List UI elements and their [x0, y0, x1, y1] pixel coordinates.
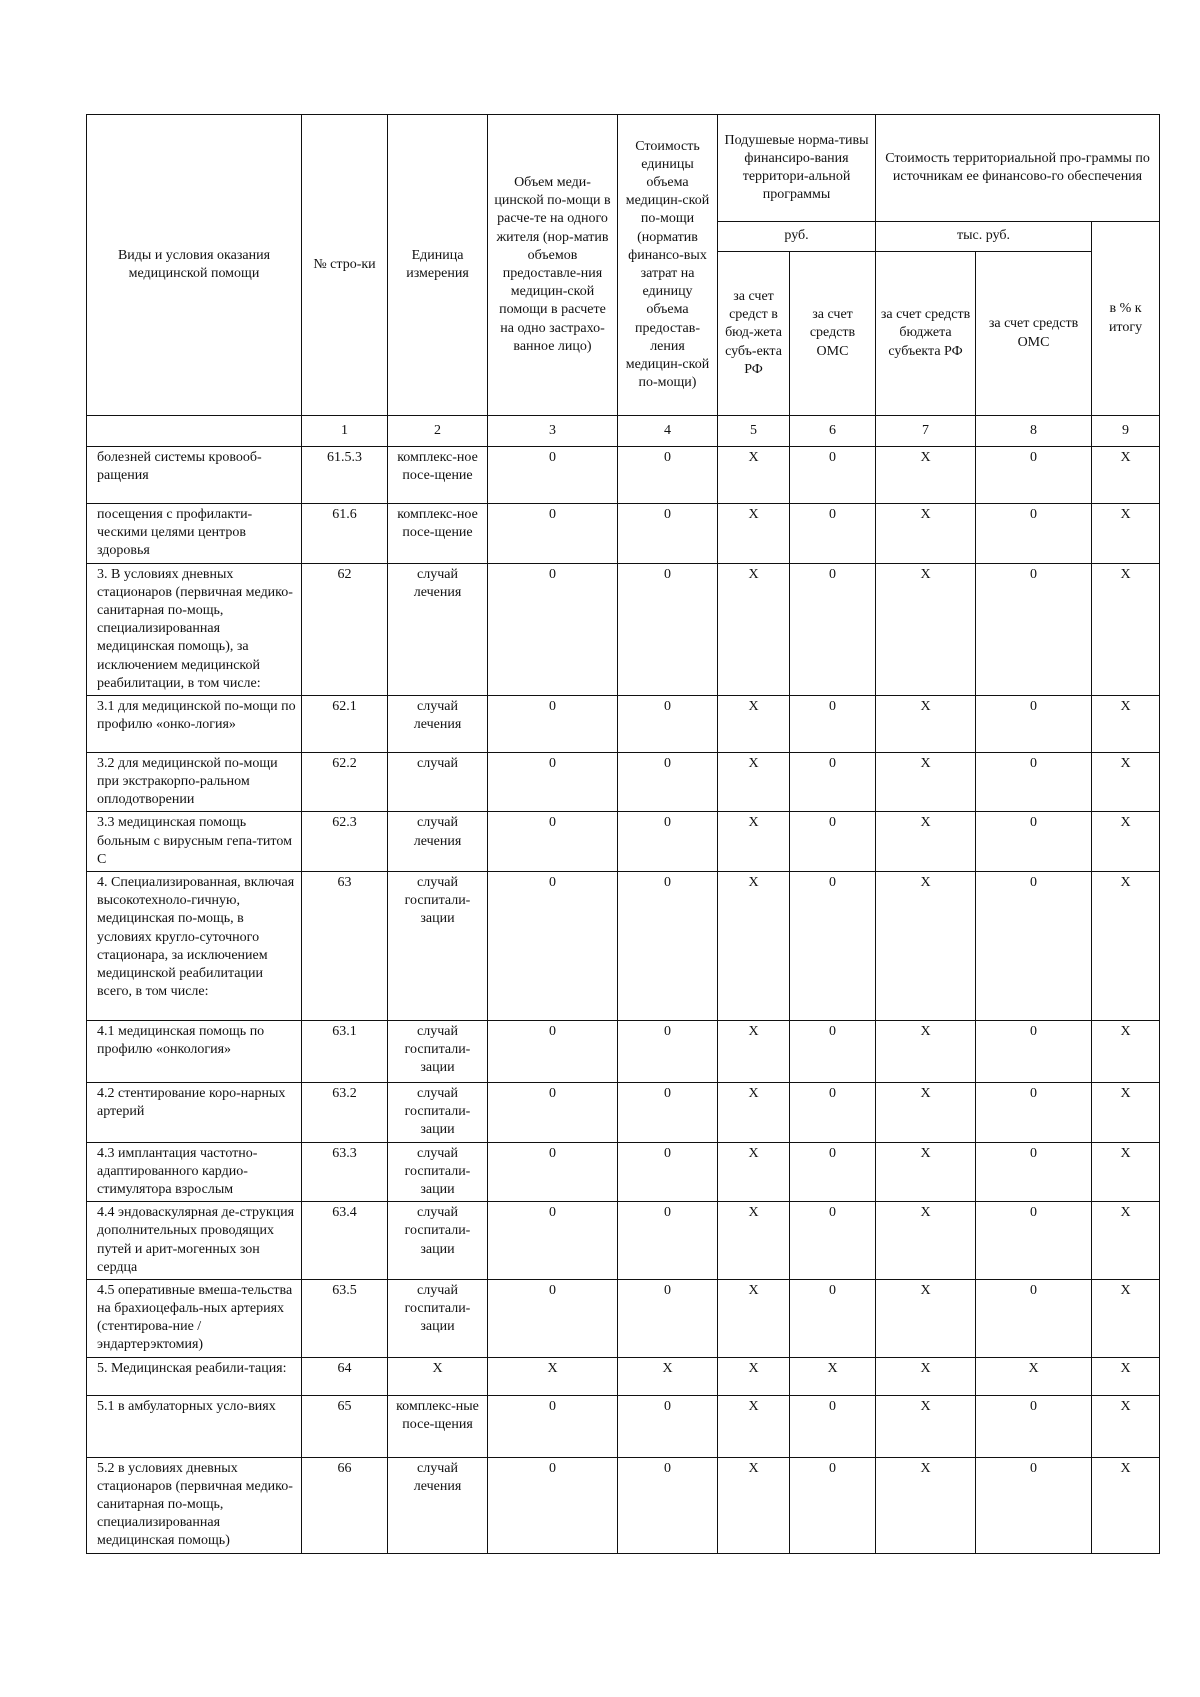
row-oms-rub: 0 [790, 1457, 876, 1553]
row-percent: Х [1092, 1142, 1160, 1202]
header-total-cost-group: Стоимость территориальной про-граммы по источникам ее финансово-го обеспечения [876, 115, 1160, 222]
row-unit-cost: 0 [618, 695, 718, 752]
row-volume: 0 [488, 447, 618, 504]
row-volume: 0 [488, 872, 618, 1021]
row-line-number: 63.1 [302, 1021, 388, 1083]
row-oms-rub: 0 [790, 1021, 876, 1083]
row-percent: Х [1092, 695, 1160, 752]
row-unit-cost: 0 [618, 1457, 718, 1553]
row-unit: случай госпитали-зации [388, 872, 488, 1021]
row-name: 4.2 стентирование коро-нарных артерий [87, 1083, 302, 1143]
table-row [87, 563, 1160, 695]
header-types-conditions: Виды и условия оказания медицинской помощи [87, 115, 302, 416]
row-oms-rub: 0 [790, 812, 876, 872]
column-number: 5 [718, 416, 790, 447]
row-budget-thousand: Х [876, 872, 976, 1021]
row-name: 5.1 в амбулаторных усло-виях [87, 1395, 302, 1457]
row-budget-rub: Х [718, 872, 790, 1021]
row-volume: 0 [488, 1457, 618, 1553]
row-unit: случай госпитали-зации [388, 1279, 488, 1357]
row-unit-cost: 0 [618, 1142, 718, 1202]
table-row [87, 1395, 1160, 1457]
row-budget-rub: Х [718, 563, 790, 695]
row-oms-thousand: 0 [976, 504, 1092, 564]
row-oms-thousand: 0 [976, 1142, 1092, 1202]
row-oms-thousand: 0 [976, 563, 1092, 695]
row-line-number: 61.6 [302, 504, 388, 564]
table-row [87, 504, 1160, 564]
row-unit: комплекс-ное посе-щение [388, 447, 488, 504]
row-volume: 0 [488, 504, 618, 564]
table-row [87, 1357, 1160, 1395]
row-line-number: 62.3 [302, 812, 388, 872]
row-unit-cost: 0 [618, 812, 718, 872]
row-budget-rub: Х [718, 447, 790, 504]
header-oms-thousand: за счет средств ОМС [976, 252, 1092, 416]
table-row [87, 1457, 1160, 1553]
row-oms-rub: Х [790, 1357, 876, 1395]
row-budget-rub: Х [718, 504, 790, 564]
row-unit: случай лечения [388, 1457, 488, 1553]
row-oms-thousand: 0 [976, 1457, 1092, 1553]
row-budget-rub: Х [718, 1279, 790, 1357]
row-budget-thousand: Х [876, 504, 976, 564]
row-budget-thousand: Х [876, 1142, 976, 1202]
row-oms-rub: 0 [790, 872, 876, 1021]
row-name: 4.3 имплантация частотно-адаптированного кардио-стимулятора взрослым [87, 1142, 302, 1202]
row-budget-thousand: Х [876, 1083, 976, 1143]
table-row [87, 872, 1160, 1021]
row-volume: 0 [488, 563, 618, 695]
row-percent: Х [1092, 1457, 1160, 1553]
row-name: 3.1 для медицинской по-мощи по профилю «онко-логия» [87, 695, 302, 752]
header-unit-cost: Стоимость единицы объема медицин-ской по-мощи (норматив финансо-вых затрат на единицу объема предостав-ления медицин-ской по-мощи) [618, 115, 718, 416]
row-budget-thousand: Х [876, 563, 976, 695]
row-unit: случай госпитали-зации [388, 1083, 488, 1143]
row-oms-rub: 0 [790, 1083, 876, 1143]
column-number: 4 [618, 416, 718, 447]
row-unit-cost: 0 [618, 872, 718, 1021]
row-budget-thousand: Х [876, 1457, 976, 1553]
row-budget-rub: Х [718, 695, 790, 752]
row-unit-cost: 0 [618, 447, 718, 504]
financing-table [86, 114, 1160, 1554]
row-unit-cost: 0 [618, 1279, 718, 1357]
row-unit: случай госпитали-зации [388, 1202, 488, 1280]
row-unit-cost: 0 [618, 1083, 718, 1143]
row-line-number: 62 [302, 563, 388, 695]
row-name: 4.4 эндоваскулярная де-струкция дополнительных проводящих путей и арит-могенных зон сердца [87, 1202, 302, 1280]
column-number [87, 416, 302, 447]
row-name: 5.2 в условиях дневных стационаров (первичная медико-санитарная по-мощь, специализированная медицинская помощь) [87, 1457, 302, 1553]
row-budget-rub: Х [718, 1021, 790, 1083]
column-number: 7 [876, 416, 976, 447]
table-body [87, 416, 1160, 1554]
table-row [87, 695, 1160, 752]
table-row [87, 812, 1160, 872]
row-percent: Х [1092, 872, 1160, 1021]
row-budget-rub: Х [718, 752, 790, 812]
row-oms-rub: 0 [790, 695, 876, 752]
row-oms-rub: 0 [790, 1279, 876, 1357]
column-number: 3 [488, 416, 618, 447]
row-line-number: 61.5.3 [302, 447, 388, 504]
row-unit: случай госпитали-зации [388, 1142, 488, 1202]
row-line-number: 63.5 [302, 1279, 388, 1357]
row-volume: Х [488, 1357, 618, 1395]
table-row [87, 447, 1160, 504]
row-budget-rub: Х [718, 1142, 790, 1202]
row-percent: Х [1092, 1202, 1160, 1280]
row-percent: Х [1092, 563, 1160, 695]
row-line-number: 63.3 [302, 1142, 388, 1202]
column-number: 9 [1092, 416, 1160, 447]
row-unit-cost: 0 [618, 752, 718, 812]
row-name: посещения с профилакти-ческими целями центров здоровья [87, 504, 302, 564]
row-budget-thousand: Х [876, 447, 976, 504]
header-unit: Единица измерения [388, 115, 488, 416]
row-oms-rub: 0 [790, 504, 876, 564]
column-number-row [87, 416, 1160, 447]
row-budget-rub: Х [718, 1357, 790, 1395]
row-name: 5. Медицинская реабили-тация: [87, 1357, 302, 1395]
row-percent: Х [1092, 1357, 1160, 1395]
row-line-number: 63.2 [302, 1083, 388, 1143]
row-volume: 0 [488, 1021, 618, 1083]
table-row [87, 1279, 1160, 1357]
row-oms-thousand: 0 [976, 752, 1092, 812]
row-percent: Х [1092, 752, 1160, 812]
row-oms-rub: 0 [790, 447, 876, 504]
row-unit: комплекс-ные посе-щения [388, 1395, 488, 1457]
row-name: 3.2 для медицинской по-мощи при экстракорпо-ральном оплодотворении [87, 752, 302, 812]
row-line-number: 64 [302, 1357, 388, 1395]
row-unit-cost: 0 [618, 1021, 718, 1083]
row-oms-thousand: 0 [976, 447, 1092, 504]
row-budget-thousand: Х [876, 1357, 976, 1395]
row-volume: 0 [488, 752, 618, 812]
row-unit: случай лечения [388, 563, 488, 695]
table-row [87, 1021, 1160, 1083]
row-volume: 0 [488, 812, 618, 872]
row-budget-rub: Х [718, 1202, 790, 1280]
row-percent: Х [1092, 1279, 1160, 1357]
header-line-number: № стро-ки [302, 115, 388, 416]
row-unit-cost: 0 [618, 1202, 718, 1280]
header-oms-rub: за счет средств ОМС [790, 252, 876, 416]
header-budget-rub: за счет средст в бюд-жета субъ-екта РФ [718, 252, 790, 416]
table-header [87, 115, 1160, 416]
row-oms-rub: 0 [790, 752, 876, 812]
row-line-number: 66 [302, 1457, 388, 1553]
row-budget-thousand: Х [876, 752, 976, 812]
row-line-number: 63 [302, 872, 388, 1021]
row-budget-rub: Х [718, 812, 790, 872]
table-row [87, 752, 1160, 812]
row-line-number: 65 [302, 1395, 388, 1457]
row-budget-thousand: Х [876, 695, 976, 752]
row-name: 3.3 медицинская помощь больным с вирусным гепа-титом С [87, 812, 302, 872]
row-oms-thousand: 0 [976, 1021, 1092, 1083]
row-unit-cost: 0 [618, 563, 718, 695]
row-unit: Х [388, 1357, 488, 1395]
header-volume: Объем меди-цинской по-мощи в расче-те на одного жителя (нор-матив объемов предоставле-ния медицин-ской помощи в расчете на одно застрахо-ванное лицо) [488, 115, 618, 416]
table-row [87, 1142, 1160, 1202]
row-budget-thousand: Х [876, 1395, 976, 1457]
table-row [87, 1202, 1160, 1280]
row-volume: 0 [488, 1279, 618, 1357]
column-number: 8 [976, 416, 1092, 447]
row-unit: случай госпитали-зации [388, 1021, 488, 1083]
row-oms-rub: 0 [790, 563, 876, 695]
row-budget-thousand: Х [876, 812, 976, 872]
row-budget-thousand: Х [876, 1202, 976, 1280]
column-number: 6 [790, 416, 876, 447]
column-number: 2 [388, 416, 488, 447]
row-oms-thousand: Х [976, 1357, 1092, 1395]
table-row [87, 1083, 1160, 1143]
row-name: 4. Специализированная, включая высокотехноло-гичную, медицинская по-мощь, в условиях кругло-суточного стационара, за исключением медицинской реабилитации всего, в том числе: [87, 872, 302, 1021]
row-budget-thousand: Х [876, 1021, 976, 1083]
row-line-number: 62.2 [302, 752, 388, 812]
row-name: болезней системы кровооб-ращения [87, 447, 302, 504]
row-budget-rub: Х [718, 1457, 790, 1553]
row-volume: 0 [488, 1142, 618, 1202]
row-name: 4.5 оперативные вмеша-тельства на брахиоцефаль-ных артериях (стентирова-ние / эндартерэктомия) [87, 1279, 302, 1357]
row-unit: случай [388, 752, 488, 812]
column-number: 1 [302, 416, 388, 447]
row-oms-rub: 0 [790, 1202, 876, 1280]
row-unit: комплекс-ное посе-щение [388, 504, 488, 564]
row-oms-thousand: 0 [976, 812, 1092, 872]
row-percent: Х [1092, 1083, 1160, 1143]
row-budget-rub: Х [718, 1083, 790, 1143]
row-unit-cost: Х [618, 1357, 718, 1395]
row-name: 3. В условиях дневных стационаров (первичная медико-санитарная по-мощь, специализированная медицинская помощь), за исключением медицинской реабилитации, в том числе: [87, 563, 302, 695]
header-percent-of-total: в % к итогу [1092, 222, 1160, 416]
row-unit: случай лечения [388, 695, 488, 752]
row-oms-thousand: 0 [976, 1279, 1092, 1357]
row-budget-thousand: Х [876, 1279, 976, 1357]
row-percent: Х [1092, 1395, 1160, 1457]
row-percent: Х [1092, 504, 1160, 564]
row-volume: 0 [488, 1083, 618, 1143]
row-percent: Х [1092, 812, 1160, 872]
row-percent: Х [1092, 1021, 1160, 1083]
row-oms-rub: 0 [790, 1142, 876, 1202]
row-oms-thousand: 0 [976, 1395, 1092, 1457]
header-unit-thousand-rub: тыс. руб. [876, 222, 1092, 252]
row-unit-cost: 0 [618, 504, 718, 564]
row-percent: Х [1092, 447, 1160, 504]
header-per-capita-group: Подушевые норма-тивы финансиро-вания территори-альной программы [718, 115, 876, 222]
row-volume: 0 [488, 1202, 618, 1280]
row-line-number: 62.1 [302, 695, 388, 752]
row-budget-rub: Х [718, 1395, 790, 1457]
row-oms-thousand: 0 [976, 872, 1092, 1021]
row-oms-thousand: 0 [976, 1202, 1092, 1280]
header-budget-thousand: за счет средств бюджета субъекта РФ [876, 252, 976, 416]
row-unit-cost: 0 [618, 1395, 718, 1457]
row-name: 4.1 медицинская помощь по профилю «онкология» [87, 1021, 302, 1083]
row-oms-thousand: 0 [976, 1083, 1092, 1143]
row-volume: 0 [488, 695, 618, 752]
header-unit-rub: руб. [718, 222, 876, 252]
row-volume: 0 [488, 1395, 618, 1457]
row-oms-thousand: 0 [976, 695, 1092, 752]
row-unit: случай лечения [388, 812, 488, 872]
row-line-number: 63.4 [302, 1202, 388, 1280]
row-oms-rub: 0 [790, 1395, 876, 1457]
